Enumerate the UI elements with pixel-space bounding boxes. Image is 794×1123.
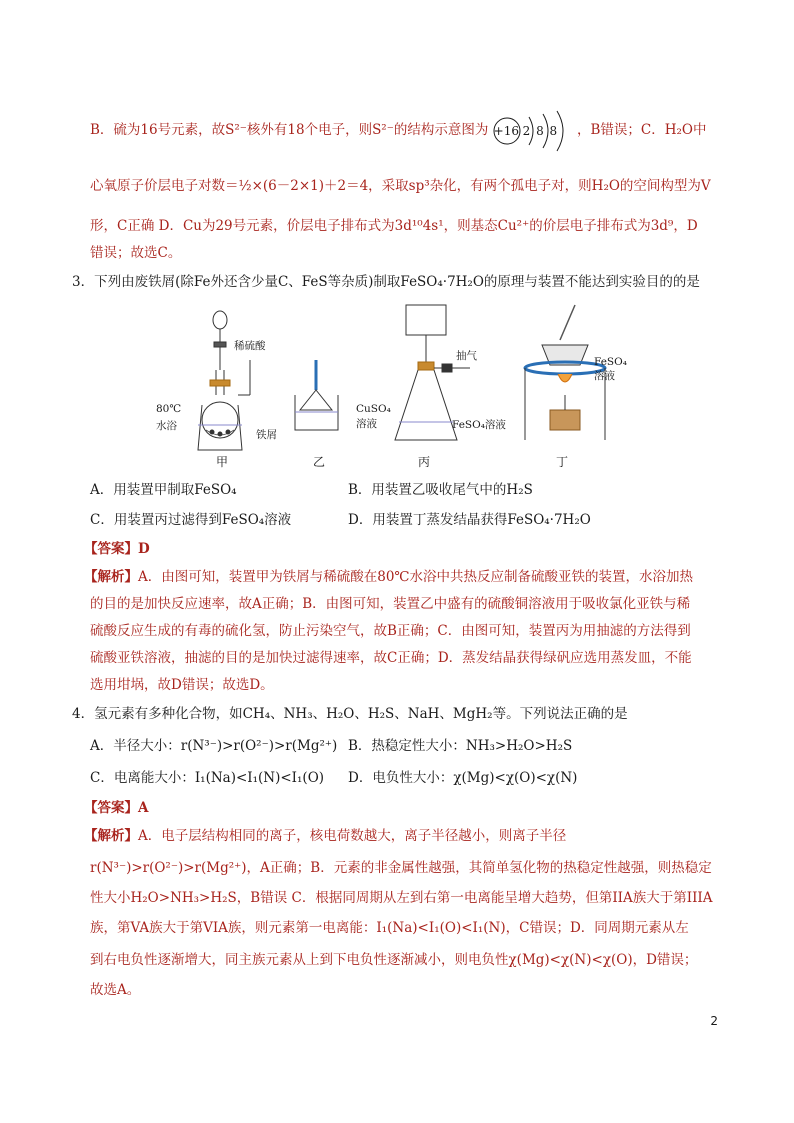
analysis-3-line bbox=[84, 567, 722, 587]
label-feso4-solution-ding: FeSO₄溶液 bbox=[594, 356, 627, 382]
apparatus-jia bbox=[198, 311, 250, 450]
question-4-stem: 4．氢元素有多种化合物，如CH₄、NH₃、H₂O、H₂S、NaH、MgH₂等。下列说法正确的是 bbox=[72, 706, 628, 722]
analysis-4-line bbox=[84, 826, 722, 846]
answer-4: 【答案】A bbox=[84, 800, 149, 816]
atom-structure-diagram bbox=[493, 121, 573, 141]
label-yi: 乙 bbox=[313, 455, 326, 469]
label-water-bath: 水浴 bbox=[156, 420, 177, 432]
option-a: A．用装置甲制取FeSO₄ bbox=[90, 482, 237, 498]
analysis-3-line: 硫酸反应生成的有毒的硫化氢，防止污染空气，故B正确；C．由图可知，装置丙为用抽滤的方法得到 bbox=[90, 623, 691, 639]
analysis-4-line: 故选A。 bbox=[90, 982, 141, 998]
label-suction: 抽气 bbox=[456, 350, 477, 362]
option-b: B．用装置乙吸收尾气中的H₂S bbox=[348, 482, 533, 498]
analysis-4-line: 到右电负性逐渐增大，同主族元素从上到下电负性逐渐减小，则电负性χ(Mg)<χ(N)<χ(O)，D错误； bbox=[90, 952, 698, 968]
option-d: D．用装置丁蒸发结晶获得FeSO₄·7H₂O bbox=[348, 512, 591, 528]
analysis-4-line: r(N³⁻)>r(O²⁻)>r(Mg²⁺)，A正确；B．元素的非金属性越强，其简单氢化物的热稳定性越强，则热稳定 bbox=[90, 860, 712, 876]
analysis-4-line: 族，第VA族大于第VIA族，则元素第一电离能：I₁(Na)<I₁(O)<I₁(N)，C错误；D．同周期元素从左 bbox=[90, 920, 689, 936]
label-temperature: 80℃ bbox=[156, 403, 182, 415]
question-3-stem: 3．下列由废铁屑(除Fe外还含少量C、FeS等杂质)制取FeSO₄·7H₂O的原理与装置不能达到实验目的的是 bbox=[72, 274, 700, 290]
label-cuso4: CuSO₄ bbox=[356, 403, 391, 415]
explanation-line: 心氧原子价层电子对数＝½×(6－2×1)＋2＝4，采取sp³杂化，有两个孤电子对，则H₂O的空间构型为V bbox=[90, 178, 711, 194]
explanation-line: 错误；故选C。 bbox=[90, 245, 182, 261]
explanation-line: 形，C正确 D．Cu为29号元素，价层电子排布式为3d¹⁰4s¹，则基态Cu²⁺的价层电子排布式为3d⁹，D bbox=[90, 218, 698, 234]
apparatus-figure bbox=[150, 300, 630, 470]
answer-3: 【答案】D bbox=[84, 541, 150, 557]
explanation-line bbox=[90, 120, 722, 141]
analysis-3-line: 硫酸亚铁溶液，抽滤的目的是加快过滤得速率，故C正确；D．蒸发结晶获得绿矾应选用蒸发皿，不能 bbox=[90, 650, 692, 666]
label-bing: 丙 bbox=[418, 455, 431, 469]
label-feso4-solution-bing: FeSO₄溶液 bbox=[452, 419, 506, 431]
analysis-3-line: 选用坩埚，故D错误；故选D。 bbox=[90, 677, 274, 693]
atom-nucleus: +16 bbox=[493, 123, 519, 138]
option-a: A．半径大小：r(N³⁻)>r(O²⁻)>r(Mg²⁺) bbox=[90, 738, 338, 754]
apparatus-yi bbox=[295, 360, 338, 430]
label-jia: 甲 bbox=[216, 455, 229, 469]
page-number: 2 bbox=[710, 1014, 718, 1028]
analysis-text: A．由图可知，装置甲为铁屑与稀硫酸在80℃水浴中共热反应制备硫酸亚铁的装置，水浴加热 bbox=[138, 569, 694, 585]
option-c: C．用装置丙过滤得到FeSO₄溶液 bbox=[90, 512, 292, 528]
label-iron-filings: 铁屑 bbox=[256, 429, 277, 441]
option-c: C．电离能大小：I₁(Na)<I₁(N)<I₁(O) bbox=[90, 770, 325, 786]
option-b: B．热稳定性大小：NH₃>H₂O>H₂S bbox=[348, 738, 573, 754]
label-ding: 丁 bbox=[556, 455, 569, 469]
atom-shells: 2 8 8 bbox=[522, 123, 559, 138]
label-dilute-sulfuric-acid: 稀硫酸 bbox=[234, 340, 266, 352]
option-d: D．电负性大小：χ(Mg)<χ(O)<χ(N) bbox=[348, 770, 578, 786]
apparatus-drawing bbox=[150, 300, 630, 470]
analysis-tag: 【解析】 bbox=[84, 828, 138, 844]
analysis-tag: 【解析】 bbox=[84, 569, 138, 585]
analysis-4-line: 性大小H₂O>NH₃>H₂S，B错误 C．根据同周期从左到右第一电离能呈增大趋势，但第IIA族大于第IIIA bbox=[90, 890, 713, 906]
text-span: ，B错误；C．H₂O中 bbox=[576, 122, 707, 138]
apparatus-ding bbox=[525, 305, 605, 440]
label-solution: 溶液 bbox=[356, 418, 377, 430]
analysis-3-line: 的目的是加快反应速率，故A正确；B．由图可知，装置乙中盛有的硫酸铜溶液用于吸收氯化亚铁与稀 bbox=[90, 596, 691, 612]
analysis-text: A．电子层结构相同的离子，核电荷数越大，离子半径越小，则离子半径 bbox=[138, 828, 567, 844]
text-span: B．硫为16号元素，故S²⁻核外有18个电子，则S²⁻的结构示意图为 bbox=[90, 122, 489, 138]
